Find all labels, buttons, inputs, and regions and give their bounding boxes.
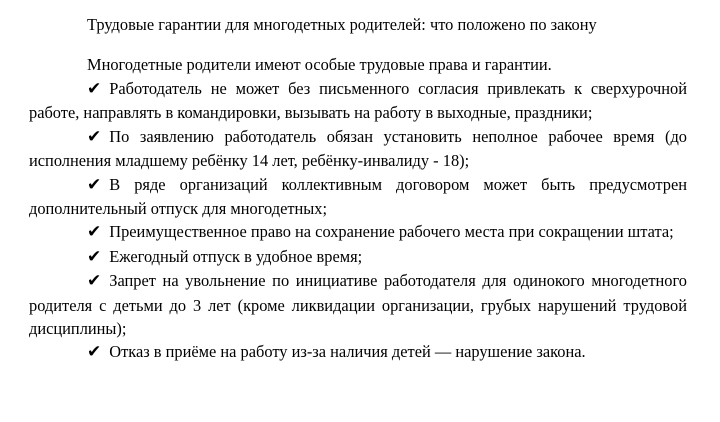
list-item bbox=[29, 245, 687, 269]
guarantees-list bbox=[29, 77, 687, 365]
list-item-text: Запрет на увольнение по инициативе работодателя для одинокого многодетного родителя с детьми до 3 лет (кроме ликвидации организации, грубых нарушений трудовой дисциплины); bbox=[29, 271, 687, 339]
document-title: Трудовые гарантии для многодетных родителей: что положено по закону bbox=[87, 15, 597, 34]
list-item-text: Ежегодный отпуск в удобное время; bbox=[109, 246, 363, 266]
checkmark-icon: ✔ bbox=[87, 174, 102, 195]
list-item-text: Отказ в приёме на работу из-за наличия детей — нарушение закона. bbox=[109, 342, 586, 362]
list-item bbox=[29, 220, 687, 244]
checkmark-icon: ✔ bbox=[87, 342, 102, 363]
list-item-text: По заявлению работодатель обязан установить неполное рабочее время (до исполнения младшему ребёнку 14 лет, ребёнку-инвалиду - 18); bbox=[29, 126, 687, 171]
checkmark-icon: ✔ bbox=[87, 126, 102, 147]
list-item bbox=[29, 340, 687, 364]
list-item bbox=[29, 173, 687, 221]
checkmark-icon: ✔ bbox=[87, 271, 102, 292]
list-item bbox=[29, 269, 687, 340]
list-item-text: В ряде организаций коллективным договором может быть предусмотрен дополнительный отпуск для многодетных; bbox=[29, 174, 687, 219]
document-intro: Многодетные родители имеют особые трудовые права и гарантии. bbox=[87, 55, 552, 74]
list-item bbox=[29, 77, 687, 125]
checkmark-icon: ✔ bbox=[87, 246, 102, 267]
list-item-text: Работодатель не может без письменного согласия привлекать к сверхурочной работе, направлять в командировки, вызывать на работу в выходные, праздники; bbox=[29, 79, 687, 123]
checkmark-icon: ✔ bbox=[87, 79, 102, 99]
list-item bbox=[29, 125, 687, 173]
list-item-text: Преимущественное право на сохранение рабочего места при сокращении штата; bbox=[109, 222, 674, 242]
checkmark-icon: ✔ bbox=[87, 222, 102, 243]
